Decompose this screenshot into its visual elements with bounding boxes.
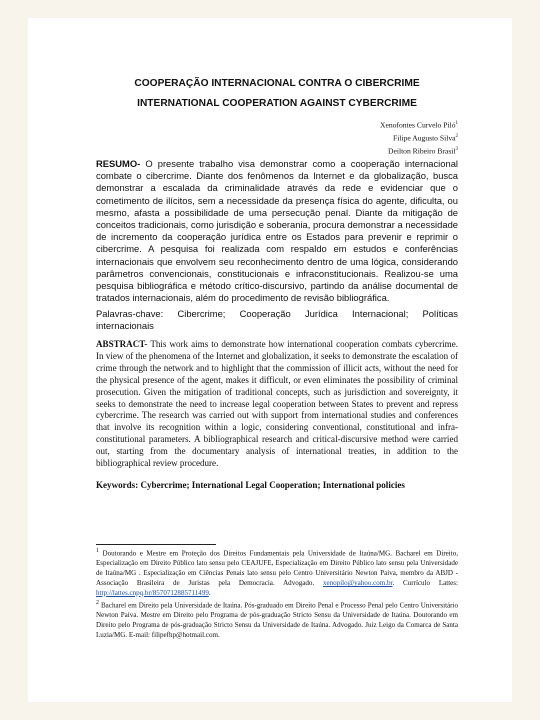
abstract-text: This work aims to demonstrate how international cooperation combats cybercrime. In view of the phenomena of the Internet and globalization, it seeks to demonstrate the escalation of crime through the network and to highlight that the commission of illicit acts, without the need for the physical presence of the agent, makes it difficult, or even eliminates the possibility of criminal prosecution. Given the mitigation of traditional concepts, such as jurisdiction and sovereignty, it seeks to demonstrate the need to increase legal cooperation between States to prevent and repress cybercrime. The research was carried out with support from international studies and conferences that involve its recognition within a logic, considering conventional, constitutional and infra-constitutional parameters. A bibliographical research and critical-discursive method were carried out, starting from the documentary analysis of international treaties, in addition to the bibliographical review procedure. <box>96 339 458 469</box>
footnote-divider <box>96 544 216 545</box>
keywords: Keywords: Cybercrime; International Legal Cooperation; International policies <box>96 480 405 490</box>
footnotes <box>96 547 458 641</box>
author-1: Xenofontes Curvelo Piló$^1$ <box>379 120 458 130</box>
abstract-paragraph <box>96 339 458 470</box>
footnote-2: $^2$ Bacharel em Direito pela Universidade de Itaúna. Pós-graduado em Direito Penal e Processo Penal pelo Centro Universitário Newton Paiva. Mestre em Direito pelo Programa de pós-graduação Stricto Sensu da Universidade de Itaúna. Doutorando em Direito pelo Programa de pós-graduação Stricto Sensu da Universidade de Itaúna. Advogado. Juiz Leigo da Comarca de Santa Luzia/MG. E-mail: filipefhp@hotmail.com. <box>96 599 458 639</box>
author-3: Deilton Ribeiro Brasil$^3$ <box>388 146 458 156</box>
footnote-email-link[interactable]: xenopilo@yahoo.com.br <box>322 579 393 588</box>
document-page <box>28 18 512 702</box>
resumo-text: O presente trabalho visa demonstrar como a cooperação internacional combate o cibercrime. Diante dos fenômenos da Internet e da globalização, busca demonstrar a escalada da criminalidade através da rede e evidenciar que o cometimento de ilícitos, sem a necessidade da presença física do agente, dificulta, ou mesmo, afasta a possibilidade de uma persecução penal. Diante da mitigação de conceitos tradicionais, como jurisdição e soberania, procura demonstrar a necessidade de incremento da cooperação jurídica entre os Estados para prevenir e reprimir o cibercrime. A pesquisa foi realizada com respaldo em estudos e conferências internacionais que envolvem seu reconhecimento dentro de uma lógica, considerando parâmetros convencionais, constitucionais e infraconstitucionais. Realizou-se uma pesquisa bibliográfica e método crítico-discursivo, partindo da análise documental de tratados internacionais, além do procedimento de revisão bibliográfica. <box>96 158 458 304</box>
title-portuguese: COOPERAÇÃO INTERNACIONAL CONTRA O CIBERCRIME <box>134 78 420 89</box>
title-english: INTERNATIONAL COOPERATION AGAINST CYBERCRIME <box>137 98 417 109</box>
resumo-paragraph <box>96 158 458 304</box>
resumo-label: RESUMO- <box>96 158 141 169</box>
author-2: Filipe Augusto Silva$^2$ <box>393 133 458 143</box>
footnote-lattes-link[interactable]: http://lattes.cnpq.br/8570712885711499 <box>96 588 209 597</box>
author-list <box>380 118 458 157</box>
palavras-chave: Palavras-chave: Cibercrime; Cooperação Jurídica Internacional; Políticas internacionais <box>96 308 458 332</box>
abstract-label: ABSTRACT- <box>96 339 148 349</box>
footnote-1: $^1$ Doutorando e Mestre em Proteção dos Direitos Fundamentais pela Universidade de Itaúna/MG. Bacharel em Direito, Especialização em Direito Público lato sensu pelo CEAJUFE, Especialização em Direito Público lato sensu pela Universidade de Itaúna/MG . Especialização em Ciências Penais lato sensu pelo Centro Universitário Newton Paiva, membro da ABJD - Associação Brasileira de Juristas pela Democracia. Advogado. xenopilo@yahoo.com.br. Currículo Lattes: http://lattes.cnpq.br/8570712885711499. <box>96 548 458 597</box>
